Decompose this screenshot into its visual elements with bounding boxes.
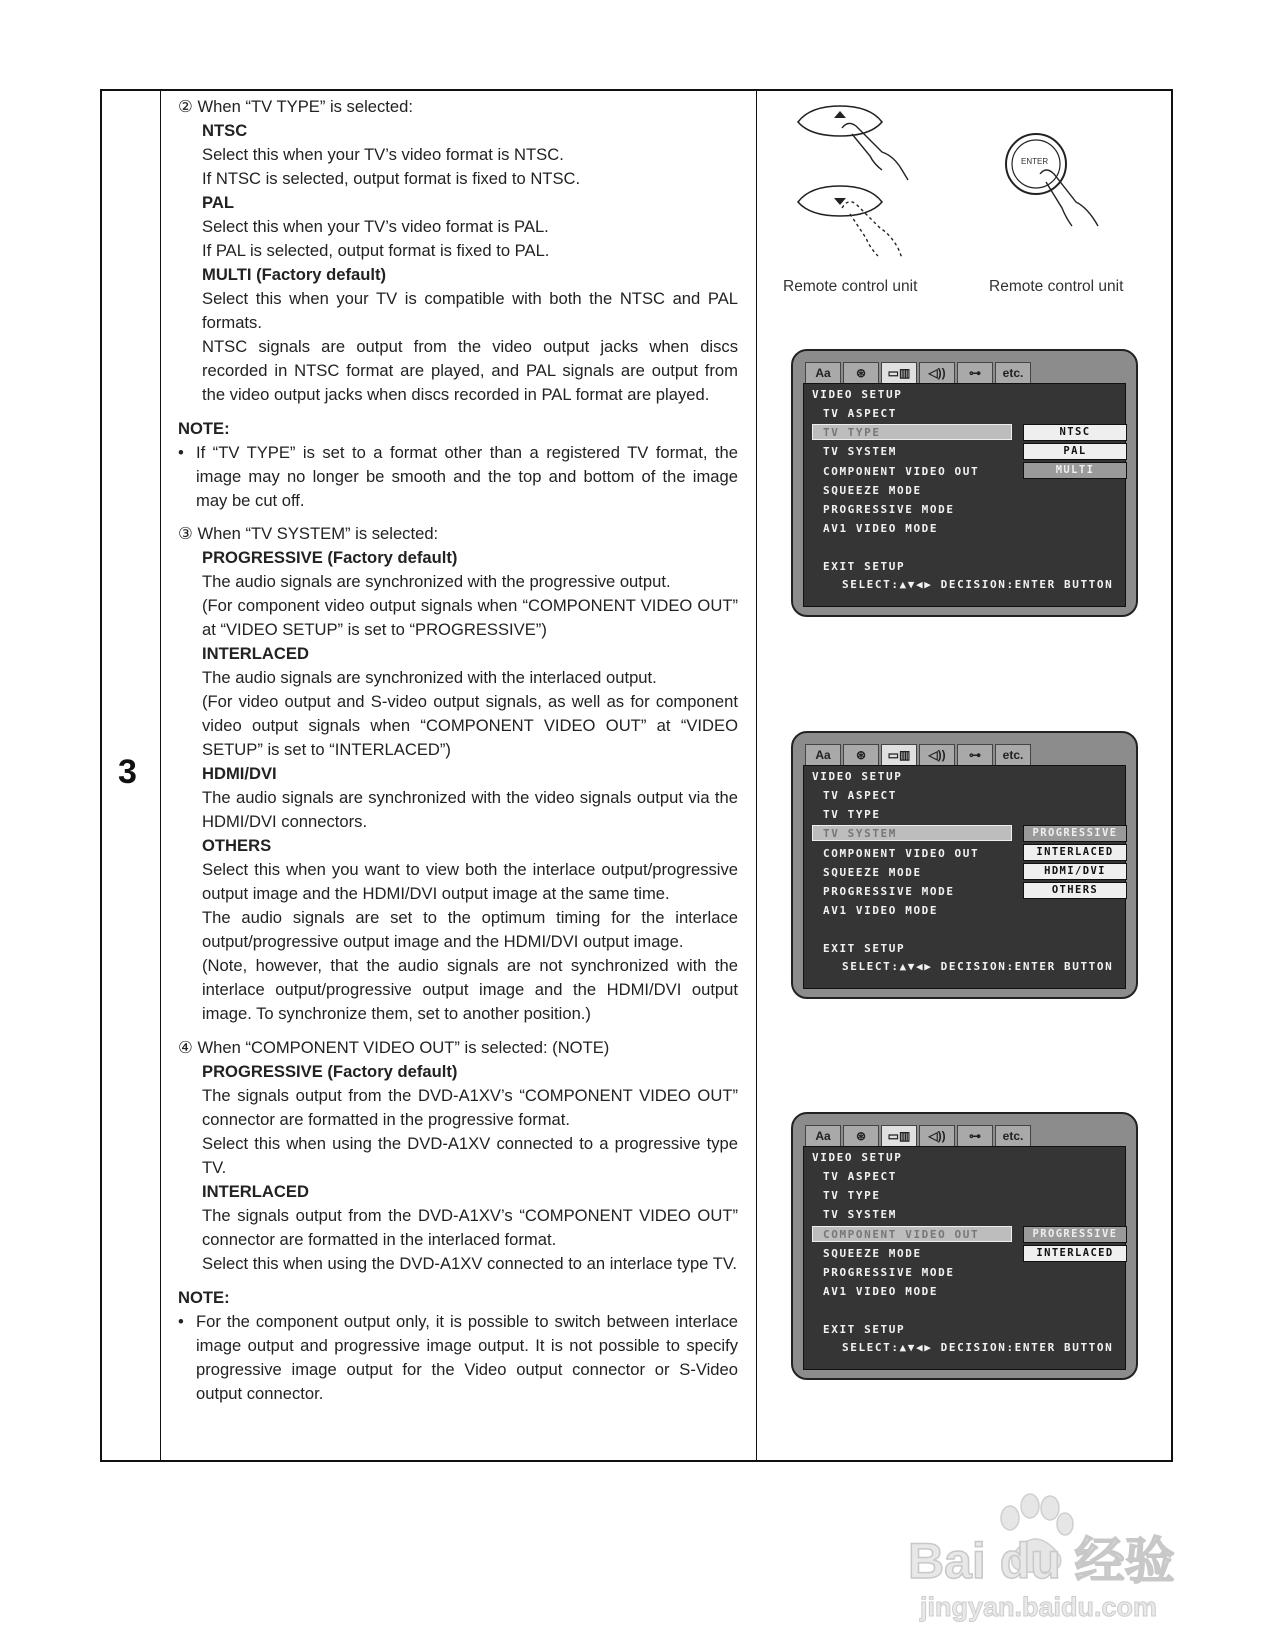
osd-screen-tv-type: [791, 349, 1138, 617]
menu-item-selected[interactable]: TV TYPE: [823, 426, 881, 439]
remote-label-right: Remote control unit: [989, 278, 1124, 295]
remote-enter-illustration: [1000, 130, 1120, 240]
menu-item[interactable]: AV1 VIDEO MODE: [823, 1285, 939, 1298]
language-tab-icon: Aa: [805, 1125, 841, 1147]
osd-menu: [803, 383, 1126, 607]
audio-tab-icon: ⊛: [843, 744, 879, 766]
menu-item[interactable]: SQUEEZE MODE: [823, 866, 922, 879]
sec4-opt1-l2: Select this when using the DVD-A1XV connected to a progressive type TV.: [202, 1134, 738, 1177]
option-ntsc[interactable]: NTSC: [1023, 424, 1127, 441]
sec2-opt3-title: MULTI (Factory default): [202, 265, 387, 284]
speaker-tab-icon: ◁)): [919, 362, 955, 384]
menu-item[interactable]: SQUEEZE MODE: [823, 484, 922, 497]
sec4-heading: ④ When “COMPONENT VIDEO OUT” is selected: (NOTE): [178, 1038, 610, 1057]
remote-updown-illustration: [790, 100, 930, 270]
osd-tabs: [805, 1125, 1033, 1147]
sec2-opt1-l2: If NTSC is selected, output format is fixed to NTSC.: [202, 169, 581, 188]
etc-tab: etc.: [995, 744, 1031, 766]
sec3-opt4-l1: Select this when you want to view both the interlace output/progressive output image and the HDMI/DVI output image at the same time.: [202, 860, 738, 903]
osd-menu: [803, 765, 1126, 989]
sec2-note-title: NOTE:: [178, 419, 230, 438]
menu-item[interactable]: AV1 VIDEO MODE: [823, 522, 939, 535]
key-tab-icon: ⊶: [957, 1125, 993, 1147]
menu-title: VIDEO SETUP: [812, 770, 903, 783]
menu-item[interactable]: TV ASPECT: [823, 789, 898, 802]
etc-tab: etc.: [995, 362, 1031, 384]
menu-item[interactable]: COMPONENT VIDEO OUT: [823, 847, 980, 860]
menu-item[interactable]: SQUEEZE MODE: [823, 1247, 922, 1260]
speaker-tab-icon: ◁)): [919, 1125, 955, 1147]
sec3-opt3-title: HDMI/DVI: [202, 764, 277, 783]
menu-item[interactable]: PROGRESSIVE MODE: [823, 503, 955, 516]
exit-setup[interactable]: EXIT SETUP: [823, 942, 906, 955]
sec2-opt1-title: NTSC: [202, 121, 248, 140]
sec4-note: • For the component output only, it is possible to switch between interlace image output and progressive image output. It is not possible to specify progressive image output for the Video output connector or S-Video output connector.: [178, 1310, 738, 1406]
sec2-opt1-l1: Select this when your TV’s video format is NTSC.: [202, 145, 564, 164]
sec4-opt1-l1: The signals output from the DVD-A1XV’s “COMPONENT VIDEO OUT” connector are formatted in the progressive format.: [202, 1086, 738, 1129]
osd-screen-component-video-out: [791, 1112, 1138, 1380]
option-pal[interactable]: PAL: [1023, 443, 1127, 460]
sec3-opt4-l3: (Note, however, that the audio signals are not synchronized with the interlace output/progressive output image and the HDMI/DVI output image. To synchronize them, set to another position.): [202, 956, 738, 1023]
sec3-opt2-l1: The audio signals are synchronized with the interlaced output.: [202, 668, 657, 687]
video-tab-icon: ▭▥: [881, 1125, 917, 1147]
language-tab-icon: Aa: [805, 744, 841, 766]
instructions: [178, 95, 738, 1406]
option-progressive[interactable]: PROGRESSIVE: [1023, 1226, 1127, 1243]
baidu-watermark: [900, 1478, 1200, 1628]
menu-item[interactable]: COMPONENT VIDEO OUT: [823, 465, 980, 478]
sec2-heading: ② When “TV TYPE” is selected:: [178, 97, 413, 116]
option-interlaced[interactable]: INTERLACED: [1023, 844, 1127, 861]
sec2-opt2-title: PAL: [202, 193, 234, 212]
option-progressive[interactable]: PROGRESSIVE: [1023, 825, 1127, 842]
video-tab-icon: ▭▥: [881, 362, 917, 384]
sec3-opt1-l2: (For component video output signals when “COMPONENT VIDEO OUT” at “VIDEO SETUP” is set to “PROGRESSIVE”): [202, 596, 738, 639]
sec3-opt3-l1: The audio signals are synchronized with the video signals output via the HDMI/DVI connectors.: [202, 788, 738, 831]
remote-label-left: Remote control unit: [783, 278, 918, 295]
menu-title: VIDEO SETUP: [812, 1151, 903, 1164]
osd-tabs: [805, 744, 1033, 766]
sec4-opt2-l2: Select this when using the DVD-A1XV connected to an interlace type TV.: [202, 1254, 738, 1273]
exit-setup[interactable]: EXIT SETUP: [823, 560, 906, 573]
osd-footer: SELECT:▲▼◀▶ DECISION:ENTER BUTTON: [842, 578, 1114, 591]
option-interlaced[interactable]: INTERLACED: [1023, 1245, 1127, 1262]
osd-tabs: [805, 362, 1033, 384]
step-column: [102, 91, 161, 1460]
osd-footer: SELECT:▲▼◀▶ DECISION:ENTER BUTTON: [842, 960, 1114, 973]
enter-label: ENTER: [1021, 157, 1049, 166]
option-multi[interactable]: MULTI: [1023, 462, 1127, 479]
menu-item[interactable]: TV SYSTEM: [823, 1208, 898, 1221]
menu-item[interactable]: TV ASPECT: [823, 407, 898, 420]
sec3-opt4-title: OTHERS: [202, 836, 272, 855]
menu-item-selected[interactable]: TV SYSTEM: [823, 827, 898, 840]
osd-footer: SELECT:▲▼◀▶ DECISION:ENTER BUTTON: [842, 1341, 1114, 1354]
exit-setup[interactable]: EXIT SETUP: [823, 1323, 906, 1336]
menu-item-selected[interactable]: COMPONENT VIDEO OUT: [823, 1228, 980, 1241]
sec3-opt1-title: PROGRESSIVE (Factory default): [202, 548, 458, 567]
menu-item[interactable]: TV TYPE: [823, 1189, 881, 1202]
sec2-opt3-l2: NTSC signals are output from the video output jacks when discs recorded in NTSC format are played, and PAL signals are output from the video output jacks when discs recorded in PAL format are played.: [202, 337, 738, 404]
menu-item[interactable]: TV SYSTEM: [823, 445, 898, 458]
menu-item[interactable]: TV TYPE: [823, 808, 881, 821]
sec3-opt1-l1: The audio signals are synchronized with the progressive output.: [202, 572, 671, 591]
text-column: [160, 91, 757, 1460]
sec3-heading: ③ When “TV SYSTEM” is selected:: [178, 524, 439, 543]
watermark-brand: Bai du 经验: [908, 1533, 1175, 1589]
up-button-icon: [798, 106, 882, 136]
sec4-note-title: NOTE:: [178, 1288, 230, 1307]
menu-item[interactable]: PROGRESSIVE MODE: [823, 1266, 955, 1279]
language-tab-icon: Aa: [805, 362, 841, 384]
video-tab-icon: ▭▥: [881, 744, 917, 766]
sec2-note: • If “TV TYPE” is set to a format other than a registered TV format, the image may no longer be smooth and the top and bottom of the image may be cut off.: [178, 441, 738, 513]
osd-screen-tv-system: [791, 731, 1138, 999]
sec2-opt2-l1: Select this when your TV’s video format is PAL.: [202, 217, 549, 236]
menu-title: VIDEO SETUP: [812, 388, 903, 401]
step-number: 3: [118, 753, 137, 791]
sec4-opt1-title: PROGRESSIVE (Factory default): [202, 1062, 458, 1081]
menu-item[interactable]: AV1 VIDEO MODE: [823, 904, 939, 917]
osd-menu: [803, 1146, 1126, 1370]
audio-tab-icon: ⊛: [843, 1125, 879, 1147]
sec4-opt2-l1: The signals output from the DVD-A1XV’s “COMPONENT VIDEO OUT” connector are formatted in the interlaced format.: [202, 1206, 738, 1249]
sec3-opt2-title: INTERLACED: [202, 644, 309, 663]
sec3-opt2-l2: (For video output and S-video output signals, as well as for component video output signals when “COMPONENT VIDEO OUT” at “VIDEO SETUP” is set to “INTERLACED”): [202, 692, 738, 759]
key-tab-icon: ⊶: [957, 744, 993, 766]
menu-item[interactable]: PROGRESSIVE MODE: [823, 885, 955, 898]
option-others[interactable]: OTHERS: [1023, 882, 1127, 899]
sec2-opt2-l2: If PAL is selected, output format is fixed to PAL.: [202, 241, 550, 260]
etc-tab: etc.: [995, 1125, 1031, 1147]
watermark-url: jingyan.baidu.com: [920, 1592, 1158, 1622]
key-tab-icon: ⊶: [957, 362, 993, 384]
sec4-note-text: For the component output only, it is possible to switch between interlace image output and progressive image output. It is not possible to specify progressive image output for the Video output connector or S-Video output connector.: [196, 1312, 738, 1403]
menu-item[interactable]: TV ASPECT: [823, 1170, 898, 1183]
option-hdmi-dvi[interactable]: HDMI/DVI: [1023, 863, 1127, 880]
sec4-opt2-title: INTERLACED: [202, 1182, 309, 1201]
sec2-opt3-l1: Select this when your TV is compatible with both the NTSC and PAL formats.: [202, 289, 738, 332]
sec3-opt4-l2: The audio signals are set to the optimum timing for the interlace output/progressive output image and the HDMI/DVI output image.: [202, 908, 738, 951]
sec2-note-text: If “TV TYPE” is set to a format other than a registered TV format, the image may no longer be smooth and the top and bottom of the image may be cut off.: [196, 443, 738, 510]
speaker-tab-icon: ◁)): [919, 744, 955, 766]
audio-tab-icon: ⊛: [843, 362, 879, 384]
